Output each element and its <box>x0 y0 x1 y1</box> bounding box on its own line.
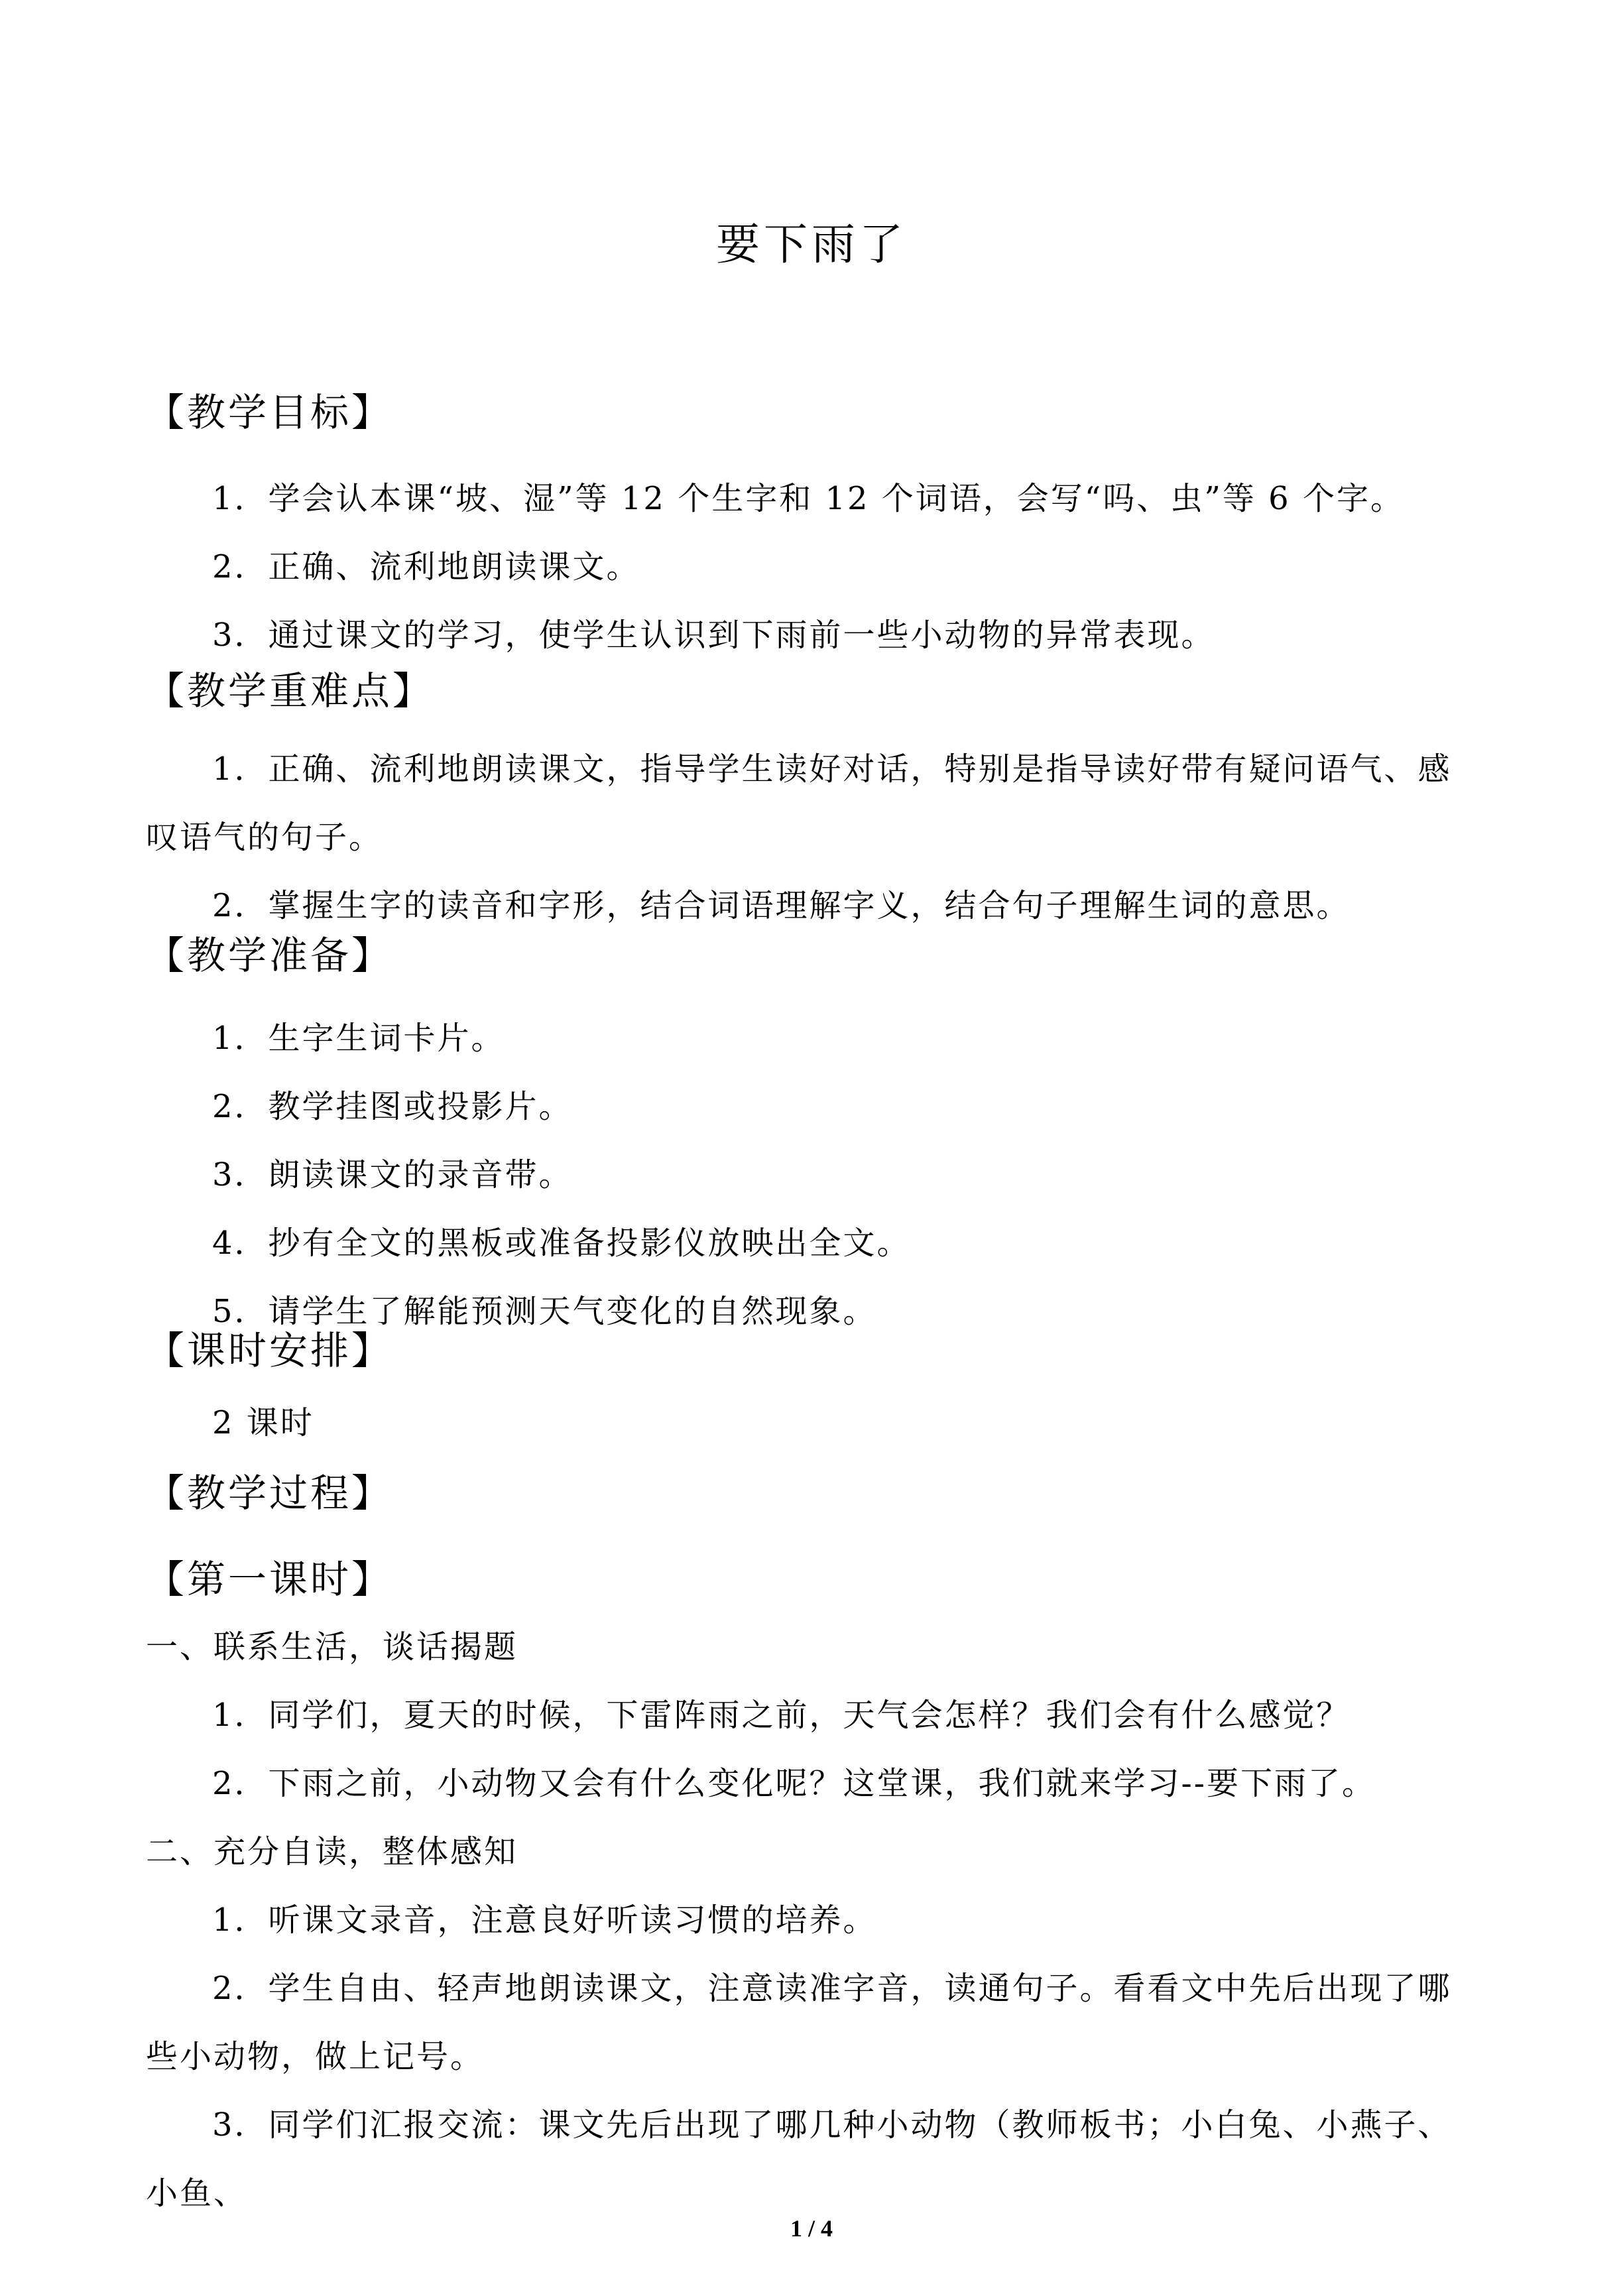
goal-item: 1．学会认本课“坡、湿”等 12 个生字和 12 个词语，会写“吗、虫”等 6 个字。 <box>212 480 1404 517</box>
goals-list <box>146 465 1478 670</box>
part-title: 一、联系生活，谈话揭题 <box>146 1628 518 1665</box>
difficulty-item: 1．正确、流利地朗读课文，指导学生读好对话，特别是指导读好带有疑问语气、感叹语气的句子。 <box>146 751 1452 856</box>
document-title: 要下雨了 <box>716 219 907 270</box>
section-heading-preparation: 【教学准备】 <box>146 933 393 978</box>
section-heading-schedule: 【课时安排】 <box>146 1328 393 1373</box>
section-heading-difficulties: 【教学重难点】 <box>146 668 434 713</box>
part-title: 二、充分自读，整体感知 <box>146 1833 518 1870</box>
part-item: 2．下雨之前，小动物又会有什么变化呢？这堂课，我们就来学习--要下雨了。 <box>212 1765 1376 1802</box>
schedule-list <box>146 1389 1478 1457</box>
preparation-item: 5．请学生了解能预测天气变化的自然现象。 <box>212 1293 877 1330</box>
section-heading-process: 【教学过程】 <box>146 1471 393 1516</box>
preparation-list <box>146 1004 1478 1346</box>
goal-item: 3．通过课文的学习，使学生认识到下雨前一些小动物的异常表现。 <box>212 617 1215 654</box>
part-item: 1．听课文录音，注意良好听读习惯的培养。 <box>212 1902 877 1939</box>
lesson1-content <box>146 1613 1478 2228</box>
part-item: 2．学生自由、轻声地朗读课文，注意读准字音，读通句子。看看文中先后出现了哪些小动物，做上记号。 <box>146 1970 1452 2075</box>
page-number: 1 / 4 <box>790 2215 833 2242</box>
preparation-item: 1．生字生词卡片。 <box>212 1020 505 1057</box>
schedule-item: 2 课时 <box>212 1404 314 1441</box>
part-item: 3．同学们汇报交流：课文先后出现了哪几种小动物（教师板书；小白兔、小燕子、小鱼、 <box>146 2106 1452 2212</box>
preparation-item: 2．教学挂图或投影片。 <box>212 1088 573 1125</box>
preparation-item: 4．抄有全文的黑板或准备投影仪放映出全文。 <box>212 1225 911 1262</box>
difficulties-list <box>146 735 1478 940</box>
part-item: 1．同学们，夏天的时候，下雷阵雨之前，天气会怎样？我们会有什么感觉？ <box>212 1697 1351 1734</box>
preparation-item: 3．朗读课文的录音带。 <box>212 1156 573 1193</box>
difficulty-item: 2．掌握生字的读音和字形，结合词语理解字义，结合句子理解生词的意思。 <box>212 887 1351 924</box>
goal-item: 2．正确、流利地朗读课文。 <box>212 548 640 585</box>
section-heading-lesson1: 【第一课时】 <box>146 1557 393 1602</box>
section-heading-goals: 【教学目标】 <box>146 390 393 435</box>
